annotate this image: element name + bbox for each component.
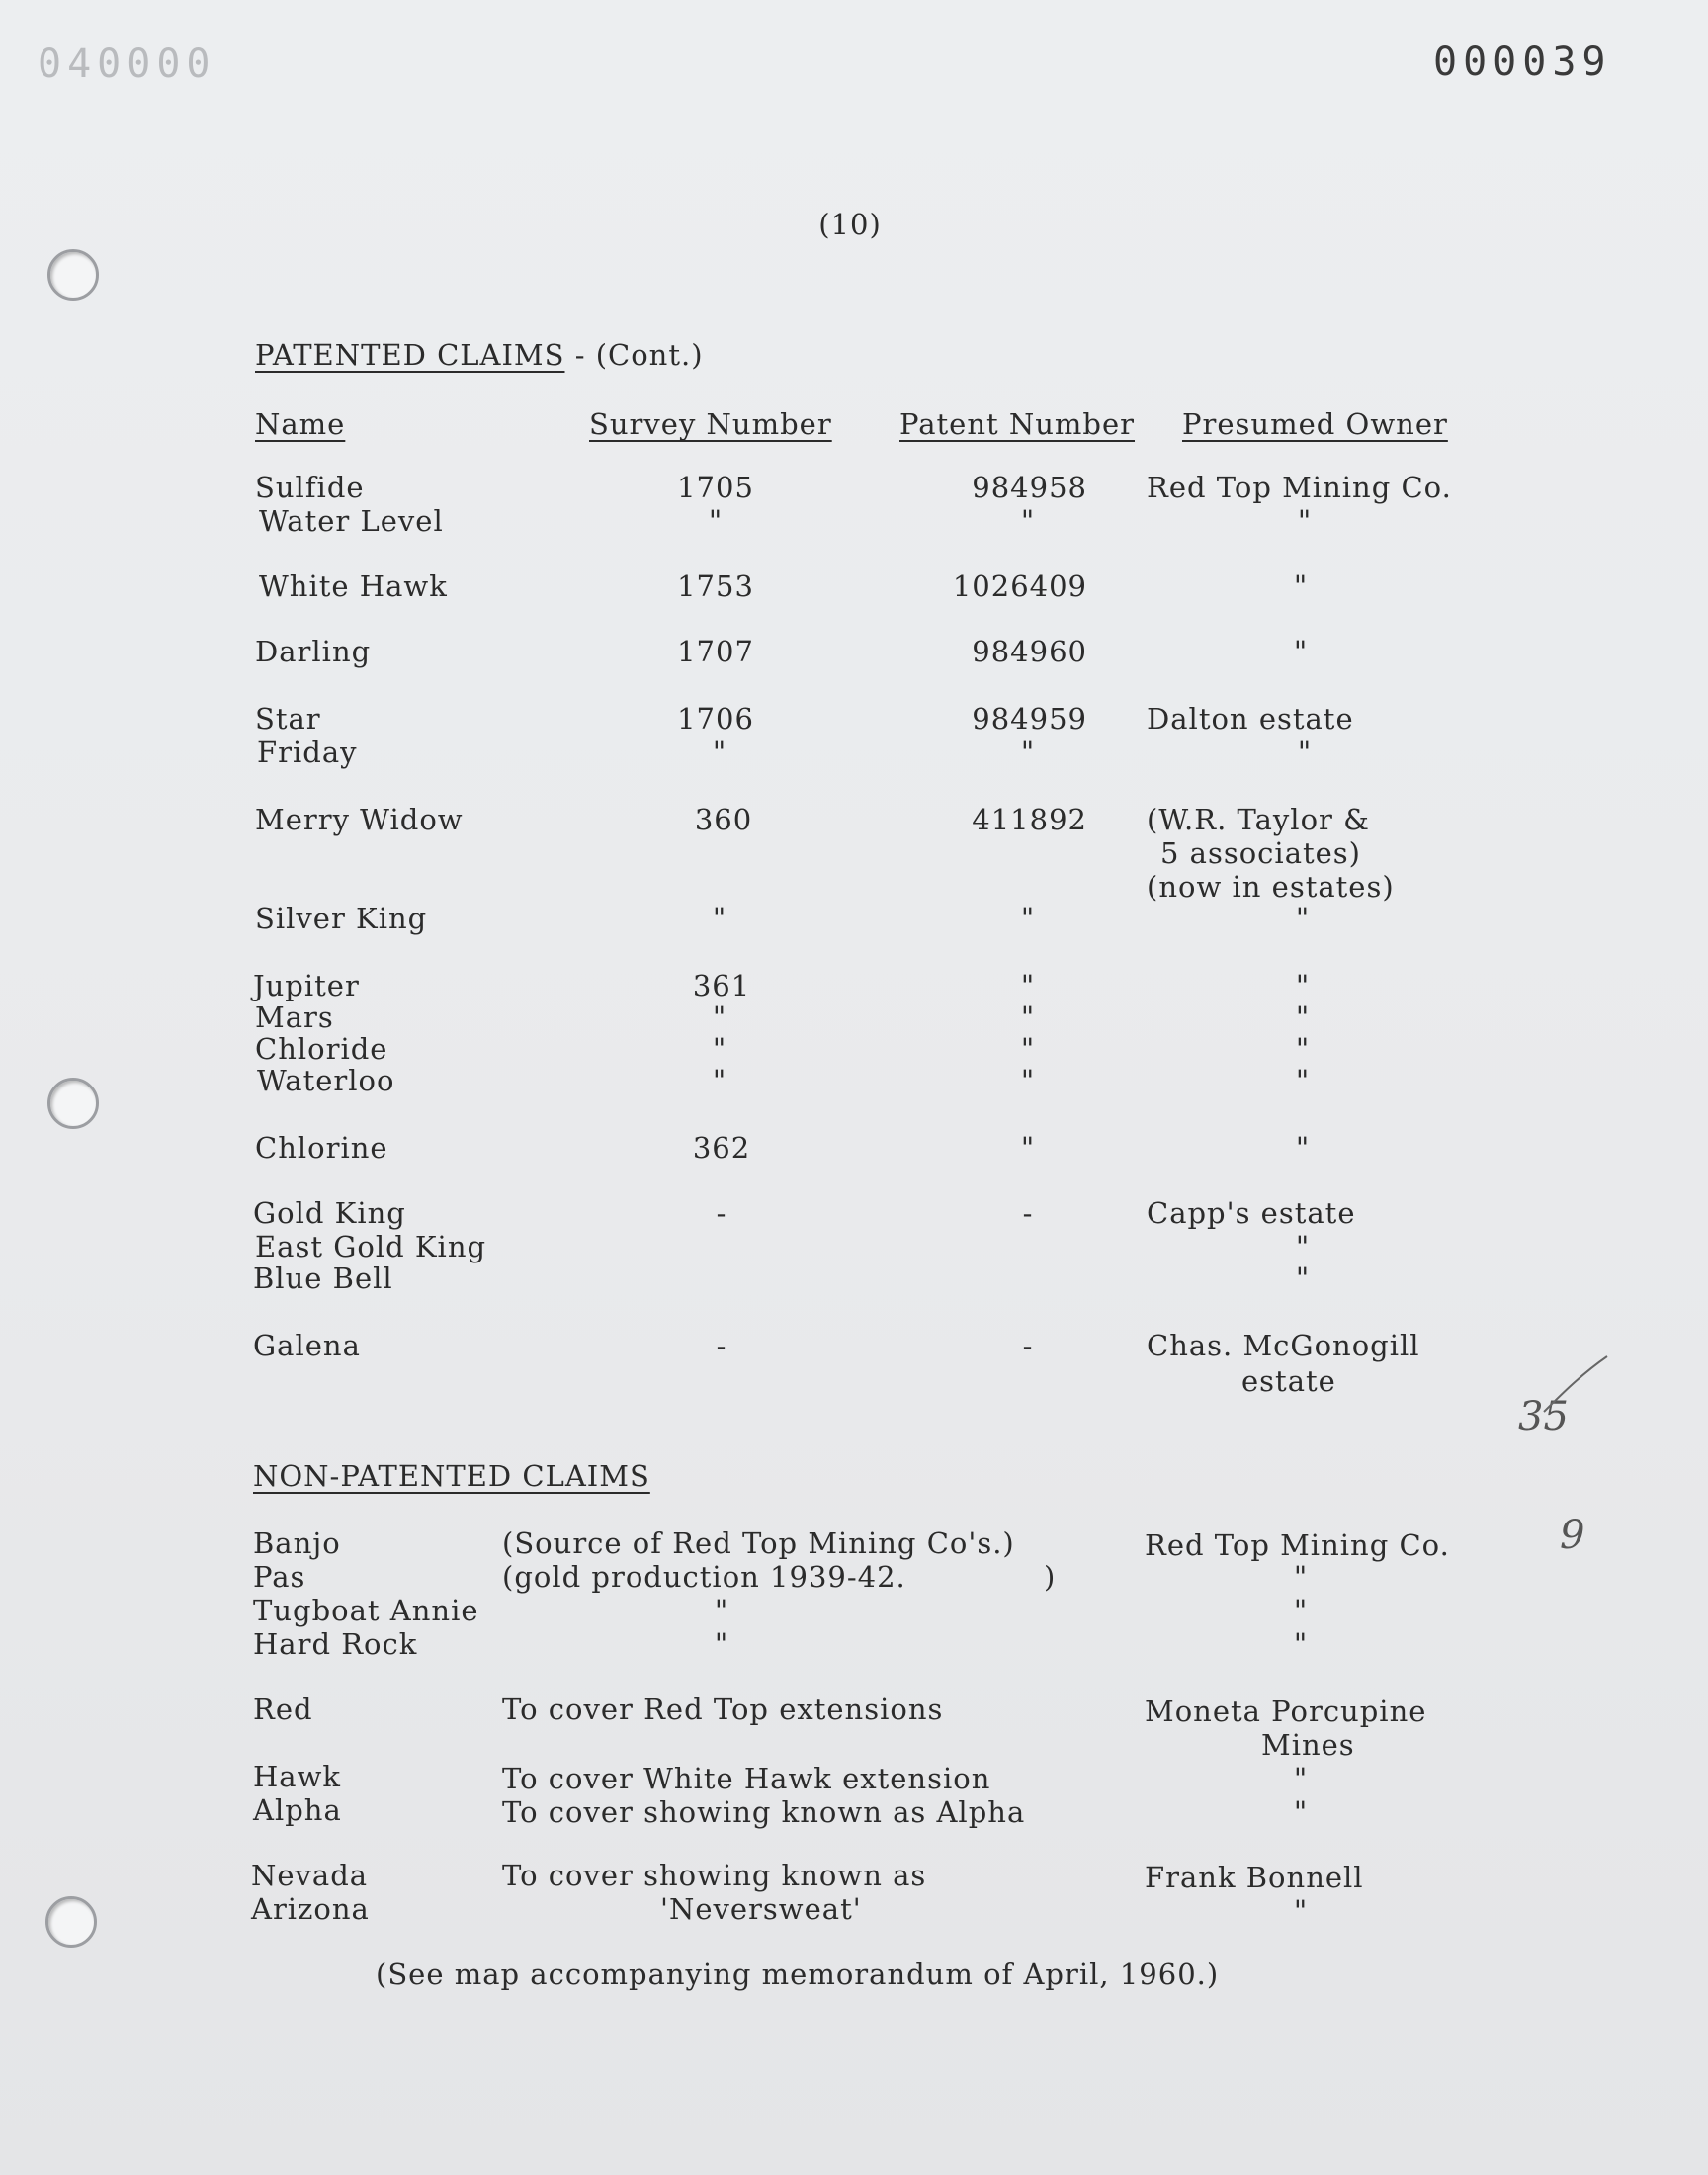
punch-hole-bottom (45, 1896, 97, 1948)
owner-line-2: Mines (1261, 1728, 1355, 1762)
margin-note-stroke (1542, 1354, 1611, 1414)
owner: Frank Bonnell (1145, 1861, 1364, 1894)
claim-name: Water Level (259, 504, 444, 538)
owner: Red Top Mining Co. (1147, 471, 1452, 504)
claim-name: Mars (255, 1000, 334, 1034)
col-header-name: Name (255, 407, 346, 441)
claim-name: Arizona (251, 1892, 370, 1926)
claim-name: Galena (253, 1329, 361, 1362)
claim-name: Sulfide (255, 471, 365, 504)
claim-description: To cover Red Top extensions (502, 1693, 944, 1726)
survey-number: " (712, 1064, 727, 1097)
claim-description: To cover White Hawk extension (502, 1762, 991, 1795)
claim-name: Hard Rock (253, 1627, 418, 1661)
claim-name: Chlorine (255, 1131, 388, 1165)
survey-number: " (712, 736, 727, 769)
owner: Red Top Mining Co. (1145, 1528, 1450, 1562)
owner: " (1295, 1000, 1311, 1034)
claim-name: East Gold King (255, 1230, 487, 1263)
patent-number: - (1022, 1329, 1034, 1362)
owner: " (1295, 1230, 1311, 1263)
claim-description: To cover showing known as (502, 1859, 927, 1892)
patent-number: 984960 (972, 635, 1087, 668)
owner: " (1293, 1762, 1309, 1795)
claim-name: Chloride (255, 1032, 388, 1066)
claim-name: Friday (257, 736, 358, 769)
claim-name: White Hawk (259, 569, 448, 603)
patent-number: " (1020, 736, 1036, 769)
claim-name: Blue Bell (253, 1262, 393, 1295)
col-header-patent: Patent Number (899, 407, 1136, 441)
owner: " (1295, 1064, 1311, 1097)
claim-description: " (714, 1627, 729, 1661)
patented-heading-suffix: - (Cont.) (574, 338, 704, 372)
owner: " (1293, 1627, 1309, 1661)
owner: " (1295, 969, 1311, 1002)
owner: " (1293, 1594, 1309, 1627)
owner: " (1295, 1262, 1311, 1295)
owner: " (1297, 504, 1313, 538)
page-number: (10) (818, 208, 882, 241)
owner: " (1295, 1032, 1311, 1066)
col-header-owner: Presumed Owner (1182, 407, 1448, 441)
claim-description-end: ) (1044, 1560, 1057, 1594)
owner: " (1293, 1795, 1309, 1829)
survey-number: 1705 (677, 471, 754, 504)
patent-number: - (1022, 1196, 1034, 1230)
claim-name: Hawk (253, 1760, 341, 1793)
stamp-number: 000039 (1433, 40, 1612, 85)
claim-name: Waterloo (257, 1064, 395, 1097)
owner: " (1295, 1131, 1311, 1165)
punch-hole-middle (47, 1078, 99, 1129)
survey-number: 1753 (677, 569, 754, 603)
owner: " (1295, 902, 1311, 935)
owner: " (1293, 635, 1309, 668)
patent-number: " (1020, 902, 1036, 935)
claim-name: Darling (255, 635, 372, 668)
patent-number: 411892 (972, 803, 1087, 836)
claim-name: Jupiter (253, 969, 360, 1002)
claim-description: (gold production 1939-42. (502, 1560, 906, 1594)
ghost-stamp-number: 040000 (38, 42, 216, 87)
margin-note-b: 9 (1560, 1513, 1585, 1558)
patent-number: 984958 (972, 471, 1087, 504)
owner: " (1297, 736, 1313, 769)
col-header-survey: Survey Number (589, 407, 832, 441)
owner: " (1293, 569, 1309, 603)
margin-note-a: 35 (1518, 1394, 1569, 1439)
survey-number: 1706 (677, 702, 754, 736)
patented-heading (255, 338, 704, 372)
claim-name: Alpha (253, 1793, 342, 1827)
footnote: (See map accompanying memorandum of April, 1960.) (376, 1958, 1220, 1991)
patent-number: " (1020, 1064, 1036, 1097)
claim-name: Merry Widow (255, 803, 464, 836)
owner: (W.R. Taylor & (1147, 803, 1370, 836)
owner: Dalton estate (1147, 702, 1354, 736)
claim-description: " (714, 1594, 729, 1627)
owner: Chas. McGonogill (1147, 1329, 1420, 1362)
patent-number: " (1020, 1032, 1036, 1066)
claim-name: Nevada (251, 1859, 369, 1892)
survey-number: " (712, 902, 727, 935)
claim-name: Banjo (253, 1526, 341, 1560)
claim-description: To cover showing known as Alpha (502, 1795, 1026, 1829)
patented-heading-label: PATENTED CLAIMS (255, 338, 565, 372)
survey-number: 1707 (677, 635, 754, 668)
survey-number: " (712, 1000, 727, 1034)
patent-number: " (1020, 969, 1036, 1002)
owner: " (1293, 1894, 1309, 1928)
owner: Moneta Porcupine (1145, 1695, 1427, 1728)
claim-description: 'Neversweat' (660, 1892, 862, 1926)
claim-name: Pas (253, 1560, 306, 1594)
patent-number: 984959 (972, 702, 1087, 736)
patent-number: 1026409 (952, 569, 1087, 603)
claim-name: Tugboat Annie (253, 1594, 479, 1627)
survey-number: 360 (694, 803, 753, 836)
owner-line-3: (now in estates) (1147, 870, 1395, 904)
survey-number: 362 (692, 1131, 751, 1165)
patent-number: " (1020, 504, 1036, 538)
claim-name: Silver King (255, 902, 428, 935)
claim-description: (Source of Red Top Mining Co's.) (502, 1526, 1015, 1560)
survey-number: - (716, 1196, 727, 1230)
survey-number: - (716, 1329, 727, 1362)
survey-number: " (712, 1032, 727, 1066)
owner-line-2: estate (1241, 1364, 1336, 1398)
patent-number: " (1020, 1000, 1036, 1034)
patent-number: " (1020, 1131, 1036, 1165)
non-patented-heading: NON-PATENTED CLAIMS (253, 1459, 650, 1493)
owner: " (1293, 1560, 1309, 1594)
owner-line-2: 5 associates) (1160, 836, 1362, 870)
survey-number: " (708, 504, 724, 538)
claim-name: Gold King (253, 1196, 406, 1230)
survey-number: 361 (692, 969, 751, 1002)
claim-name: Red (253, 1693, 313, 1726)
owner: Capp's estate (1147, 1196, 1356, 1230)
claim-name: Star (255, 702, 321, 736)
punch-hole-top (47, 249, 99, 301)
